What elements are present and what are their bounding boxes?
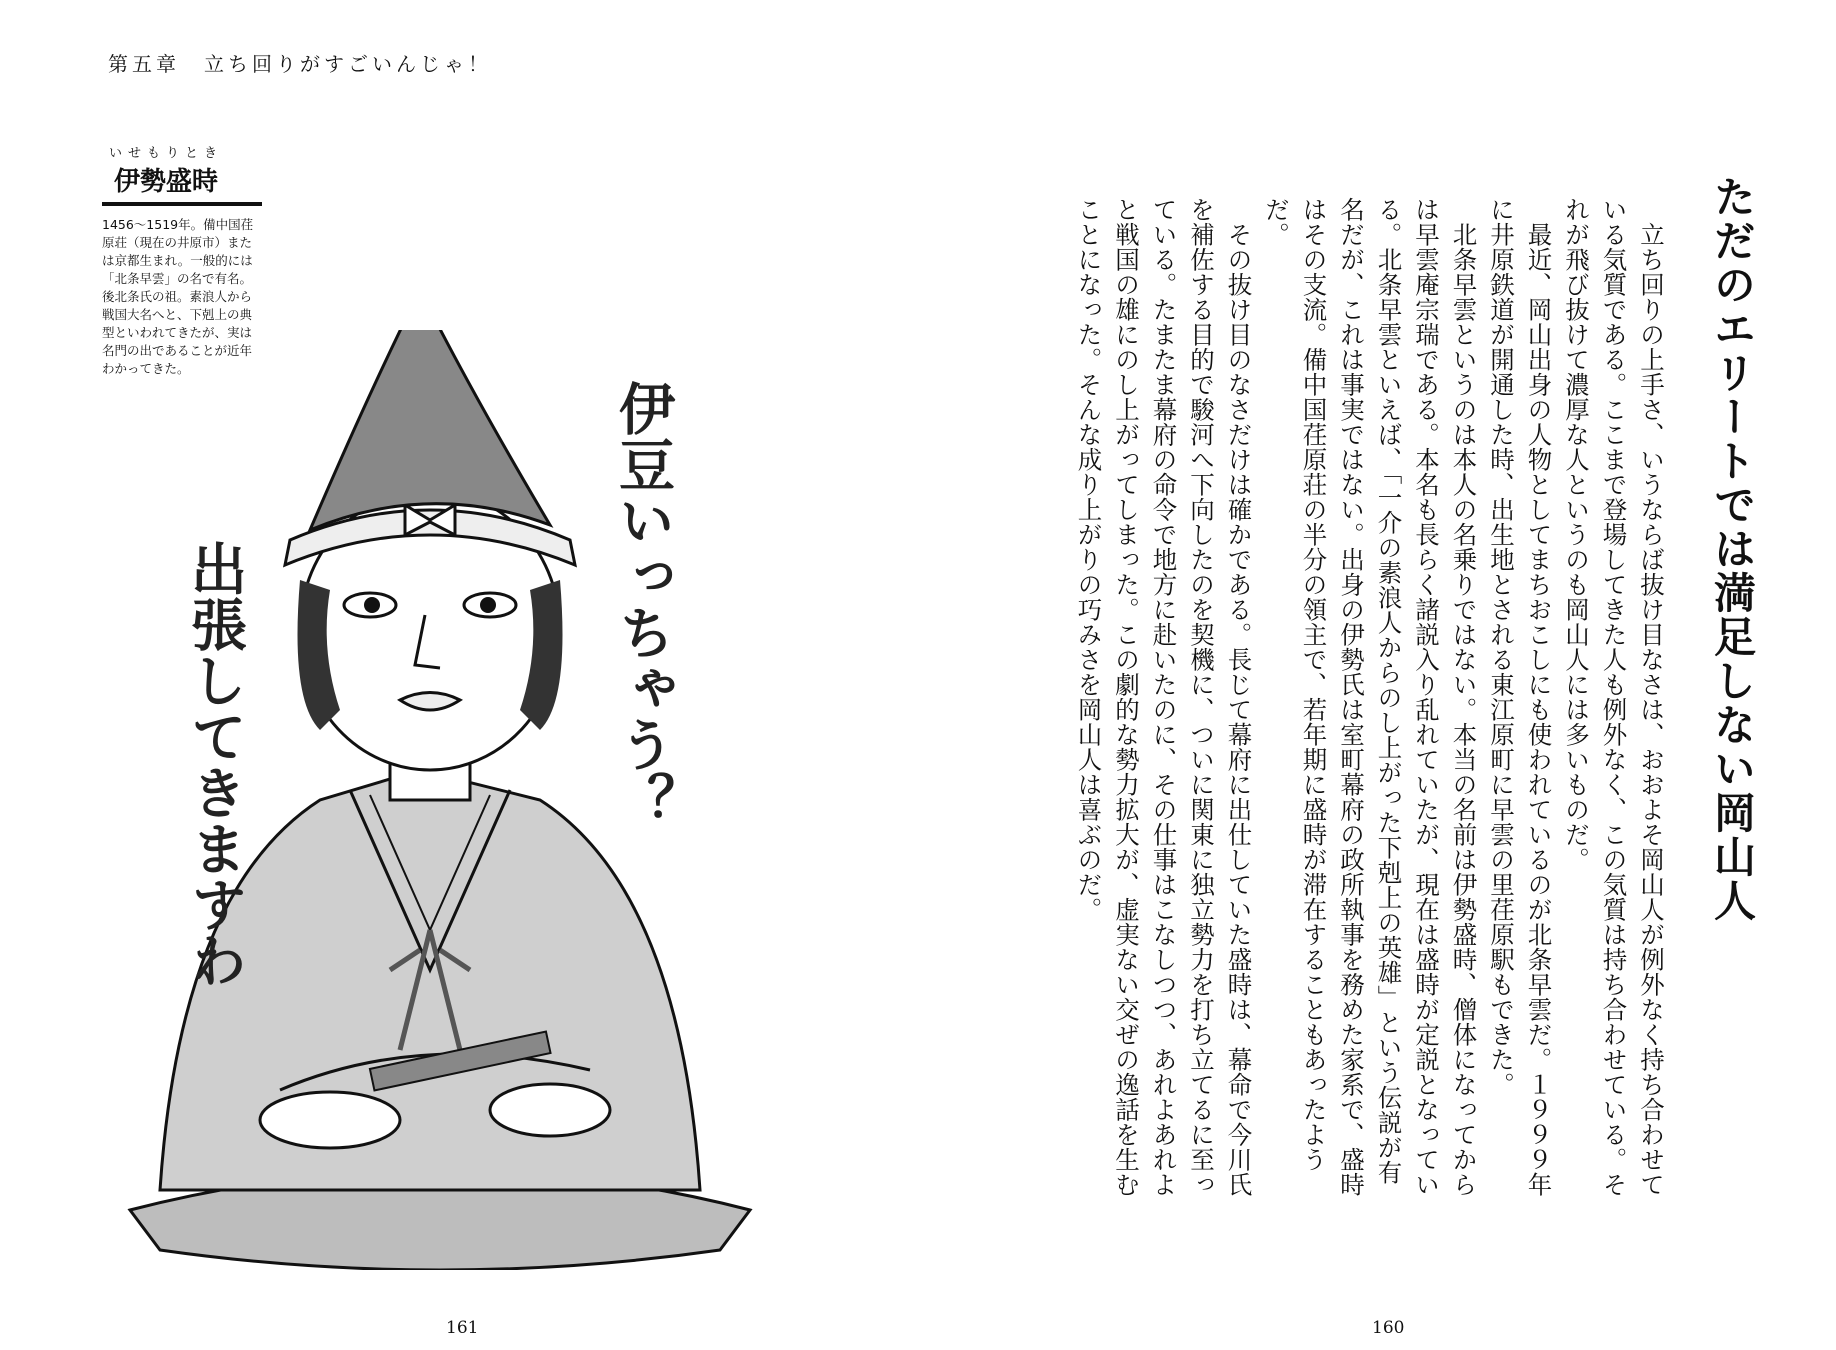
page-number-left: 161 (446, 1318, 479, 1338)
paragraph: 立ち回りの上手さ、いうならば抜け目なさは、おおよそ岡山人が例外なく持ち合わせている気質である。ここまで登場してきた人も例外なく、この気質は持ち合わせている。それが飛び抜けて濃厚な人というのも岡山人には多いものだ。 (1562, 197, 1666, 1197)
article-body (1070, 197, 1670, 1197)
paragraph: 最近、岡山出身の人物としてまちおこしにも使われているのが北条早雲だ。１９９９年に井原鉄道が開通した時、出生地とされる東江原町に早雲の里荏原駅もできた。 (1487, 197, 1554, 1197)
article-heading: ただのエリートでは満足しない岡山人 (1708, 175, 1757, 923)
name-underline (102, 202, 262, 206)
speech-text-business-trip: 出張してきますわ (182, 540, 247, 988)
paragraph: 北条早雲というのは本人の名乗りではない。本当の名前は伊勢盛時、僧体になってからは早雲庵宗瑞である。本名も長らく諸説入り乱れていたが、現在は盛時が定説となっている。北条早雲といえば、「一介の素浪人からのし上がった下剋上の英雄」という伝説が有名だが、これは事実ではない。出身の伊勢氏は室町幕府の政所執事を務めた家系で、盛時はその支流。備中国荏原荘の半分の領主で、若年期に盛時が滞在することもあったようだ。 (1262, 197, 1479, 1197)
paragraph: その抜け目のなさだけは確かである。長じて幕府に出仕していた盛時は、幕命で今川氏を補佐する目的で駿河へ下向したのを契機に、ついに関東に独立勢力を打ち立てるに至っている。たまたま幕府の命令で地方に赴いたのに、その仕事はこなしつつ、あれよあれよと戦国の雄にのし上がってしまった。この劇的な勢力拡大が、虚実ない交ぜの逸話を生むことになった。そんな成り上がりの巧みさを岡山人は喜ぶのだ。 (1074, 197, 1254, 1197)
name-ruby: いせもりとき (108, 146, 223, 161)
speech-text-izu: 伊豆いっちゃう？ (610, 380, 675, 828)
page-number-right: 160 (1372, 1318, 1405, 1338)
profile-bio: 1456〜1519年。備中国荏原荘（現在の井原市）または京都生まれ。一般的には「北条早雲」の名で有名。後北条氏の祖。素浪人から戦国大名へと、下剋上の典型といわれてきたが、実は名門の出であることが近年わかってきた。 (102, 217, 254, 376)
profile-name: 伊勢盛時 (113, 167, 218, 197)
chapter-header: 第五章 立ち回りがすごいんじゃ！ (108, 52, 492, 76)
